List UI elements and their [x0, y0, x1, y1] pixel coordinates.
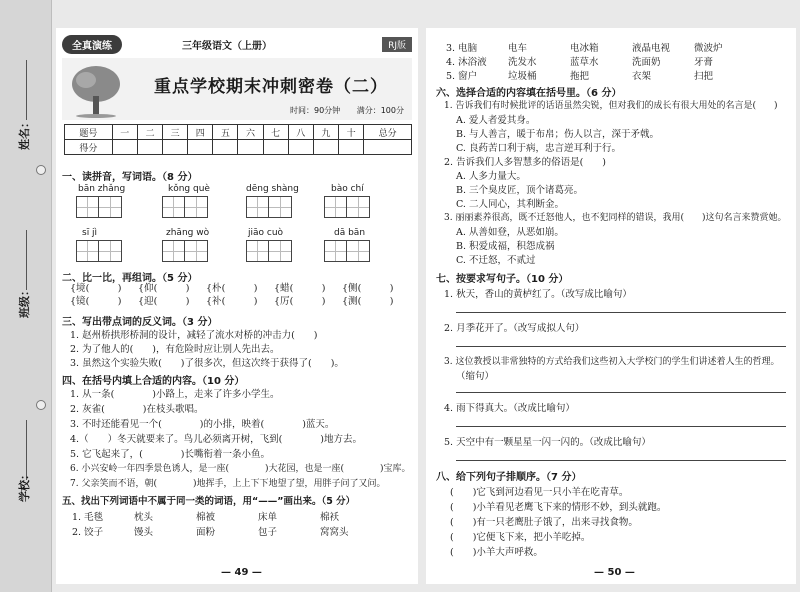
question-item: 1. 赵州桥拱形桥洞的设计，减轻了流水对桥的冲击力( ) [70, 330, 318, 341]
word[interactable]: 垃圾桶 [508, 71, 537, 82]
score-input[interactable] [188, 140, 213, 155]
writing-grid[interactable] [246, 196, 292, 218]
option[interactable]: C. 不迁怒，不贰过 [456, 255, 536, 266]
word-row [72, 524, 382, 538]
answer-line[interactable] [456, 392, 786, 393]
score-input[interactable] [163, 140, 188, 155]
score-input[interactable] [238, 140, 263, 155]
writing-grid[interactable] [162, 240, 208, 262]
cell: 八 [288, 125, 313, 140]
word-row [72, 509, 382, 523]
writing-grid[interactable] [246, 240, 292, 262]
time-label: 时间：90分钟 [289, 106, 341, 115]
question-item: 4.（ ）冬天就要来了。鸟儿必须离开树，飞到( )地方去。 [70, 434, 362, 445]
cell: 七 [263, 125, 288, 140]
order-item[interactable]: ( )小羊看见老鹰飞下来的情形不妙，到头就跑。 [450, 502, 667, 513]
pinyin: kǒng què [168, 184, 210, 194]
word[interactable]: 1. 毛毯 [72, 512, 104, 523]
pinyin: sī jì [82, 228, 98, 238]
word[interactable]: 电冰箱 [570, 43, 599, 54]
score-input[interactable] [112, 140, 137, 155]
word[interactable]: 床单 [258, 512, 278, 523]
writing-grid[interactable] [76, 240, 122, 262]
question-note: （缩句） [456, 371, 495, 382]
section-3-title: 三、写出带点词的反义词。（3 分） [62, 317, 218, 328]
word[interactable]: 2. 饺子 [72, 527, 104, 538]
section-6-title: 六、选择合适的内容填在括号里。（6 分） [436, 88, 622, 99]
option[interactable]: A. 爱人者爱其身。 [456, 115, 536, 126]
section-8-title: 八、给下列句子排顺序。（7 分） [436, 472, 582, 483]
question-item: 6. 小兴安岭一年四季景色诱人，是一座( )大花园，也是一座( )宝库。 [70, 464, 411, 474]
compare-pair: {境( ) {镜( ) [70, 283, 122, 307]
section-7-title: 七、按要求写句子。（10 分） [436, 274, 569, 285]
compare-pair: {侧( ) {测( ) [342, 283, 394, 307]
compare-pair: {仰( ) {迎( ) [138, 283, 190, 307]
order-item[interactable]: ( )它便飞下来，把小羊吃掉。 [450, 532, 591, 543]
question-item: 1. 告诉我们有时候批评的话语虽然尖锐，但对我们的成长有很大用处的名言是( ) [444, 101, 778, 111]
question-item: 4. 雨下得真大。（改成比喻句） [444, 403, 575, 414]
word[interactable]: 扫把 [694, 71, 714, 82]
cell: 二 [137, 125, 162, 140]
word[interactable]: 电车 [508, 43, 528, 54]
score-header-row [65, 125, 412, 140]
full-score-label: 满分：100分 [356, 106, 404, 115]
binding-hole [36, 165, 46, 175]
answer-line[interactable] [456, 426, 786, 427]
class-line[interactable] [26, 230, 27, 290]
writing-grid[interactable] [324, 240, 370, 262]
header-bar [62, 34, 412, 54]
question-item: 1. 秋天，香山的黄栌红了。（改写成比喻句） [444, 289, 632, 300]
edition-badge: RJ版 [382, 37, 412, 52]
word-row [446, 54, 756, 68]
question-item: 1. 从一条( )小路上，走来了许多小学生。 [70, 389, 280, 400]
word[interactable]: 洗面奶 [632, 57, 661, 68]
question-item: 2. 为了他人的( )，有危险时应让别人先出去。 [70, 344, 280, 355]
question-item: 3. 这位教授以非常独特的方式给我们这些初入大学校门的学生们讲述着人生的哲理。 [444, 357, 780, 367]
word[interactable]: 枕头 [134, 512, 154, 523]
pinyin: zhāng wò [166, 228, 210, 238]
cell: 一 [112, 125, 137, 140]
word-row [446, 68, 756, 82]
word[interactable]: 窝窝头 [320, 527, 349, 538]
section-1-title: 一、读拼音，写词语。（8 分） [62, 172, 198, 183]
page-number: — 50 — [594, 567, 635, 578]
name-line[interactable] [26, 60, 27, 120]
question-item: 5. 它飞起来了，( )长嘴衔着一条小鱼。 [70, 449, 270, 460]
word[interactable]: 衣架 [632, 71, 652, 82]
cell: 九 [313, 125, 338, 140]
left-page [56, 28, 418, 584]
question-item: 3. 丽丽素养很高，既不迁怒他人，也不犯同样的错误，我用( )这句名言来赞赏她。 [444, 213, 787, 223]
right-page [426, 28, 796, 584]
cell: 四 [188, 125, 213, 140]
score-table [64, 124, 412, 155]
word[interactable]: 液晶电视 [632, 43, 671, 54]
pinyin: jiāo cuò [248, 228, 284, 238]
question-item: 2. 告诉我们人多智慧多的俗语是( ) [444, 157, 606, 168]
question-item: 5. 天空中有一颗星星一闪一闪的。（改成比喻句） [444, 437, 651, 448]
word[interactable]: 3. 电脑 [446, 43, 478, 54]
score-input[interactable] [213, 140, 238, 155]
writing-grid[interactable] [324, 196, 370, 218]
score-input[interactable] [364, 140, 412, 155]
cell: 五 [213, 125, 238, 140]
order-item[interactable]: ( )小羊大声呼救。 [450, 547, 543, 558]
exam-title: 重点学校期末冲刺密卷（二） [154, 77, 388, 97]
word[interactable]: 牙膏 [694, 57, 714, 68]
pinyin: dēng shàng [246, 184, 299, 194]
option[interactable]: A. 人多力量大。 [456, 171, 526, 182]
page-number: — 49 — [221, 567, 262, 578]
pinyin: bào chí [331, 184, 364, 194]
exam-meta [276, 105, 404, 116]
section-2-title: 二、比一比，再组词。（5 分） [62, 273, 198, 284]
word[interactable]: 蓝草水 [570, 57, 599, 68]
class-label: 班级： [18, 285, 31, 318]
title-area [62, 58, 412, 120]
compare-pair: {朴( ) {补( ) [206, 283, 258, 307]
question-item: 7. 父亲笑而不语，朝( )地挥手，上上下下地望了望，用胖子问了又问。 [70, 479, 386, 489]
word[interactable]: 洗发水 [508, 57, 537, 68]
score-input[interactable] [339, 140, 364, 155]
score-input[interactable] [263, 140, 288, 155]
question-item: 2. 月季花开了。（改写成拟人句） [444, 323, 585, 334]
score-input[interactable] [137, 140, 162, 155]
pinyin: bān zhǎng [78, 184, 126, 194]
cell: 总分 [364, 125, 412, 140]
word-row [446, 40, 756, 54]
name-label: 姓名： [18, 117, 31, 150]
word[interactable]: 馒头 [134, 527, 154, 538]
binding-hole [36, 400, 46, 410]
writing-grid[interactable] [162, 196, 208, 218]
brand-badge: 全真演练 [62, 35, 122, 54]
option[interactable]: C. 良药苦口利于病，忠言逆耳利于行。 [456, 143, 621, 154]
word[interactable]: 拖把 [570, 71, 590, 82]
score-input[interactable] [313, 140, 338, 155]
school-label: 学校： [18, 469, 31, 502]
compare-pair: {蜡( ) {厉( ) [274, 283, 326, 307]
word[interactable]: 5. 窗户 [446, 71, 478, 82]
cell: 得分 [65, 140, 113, 155]
word[interactable]: 微波炉 [694, 43, 723, 54]
question-item: 3. 虽然这个实验失败( )了很多次，但这次终于获得了( )。 [70, 358, 344, 369]
section-4-title: 四、在括号内填上合适的内容。（10 分） [62, 376, 245, 387]
cell: 题号 [65, 125, 113, 140]
order-item[interactable]: ( )有一只老鹰肚子饿了，出来寻找食物。 [450, 517, 638, 528]
writing-grid[interactable] [76, 196, 122, 218]
answer-line[interactable] [456, 312, 786, 313]
word[interactable]: 包子 [258, 527, 278, 538]
answer-line[interactable] [456, 460, 786, 461]
option[interactable]: C. 二人同心，其利断金。 [456, 199, 564, 210]
word[interactable]: 棉袄 [320, 512, 340, 523]
option[interactable]: B. 三个臭皮匠，顶个诸葛亮。 [456, 185, 584, 196]
cell: 十 [339, 125, 364, 140]
binding-strip [0, 0, 52, 592]
option[interactable]: B. 与人善言，暖于布帛；伤人以言，深于矛戟。 [456, 129, 660, 140]
question-item: 2. 灰雀( )在枝头歌唱。 [70, 404, 204, 415]
answer-line[interactable] [456, 346, 786, 347]
word[interactable]: 棉被 [196, 512, 216, 523]
option[interactable]: B. 积爱成福，积怨成祸 [456, 241, 555, 252]
score-entry-row [65, 140, 412, 155]
order-item[interactable]: ( )它飞到河边看见一只小羊在吃青草。 [450, 487, 629, 498]
subject-label: 三年级语文（上册） [182, 40, 272, 52]
score-input[interactable] [288, 140, 313, 155]
word[interactable]: 面粉 [196, 527, 216, 538]
word[interactable]: 4. 沐浴液 [446, 57, 487, 68]
tree-illustration-icon [66, 62, 126, 118]
pinyin: dā bān [334, 228, 366, 238]
cell: 六 [238, 125, 263, 140]
question-item: 3. 不时还能看见一个( )的小排，映着( )蓝天。 [70, 419, 335, 430]
cell: 三 [163, 125, 188, 140]
section-5-title: 五、找出下列词语中不属于同一类的词语，用“——”画出来。（5 分） [62, 496, 356, 507]
option[interactable]: A. 从善如登，从恶如崩。 [456, 227, 564, 238]
